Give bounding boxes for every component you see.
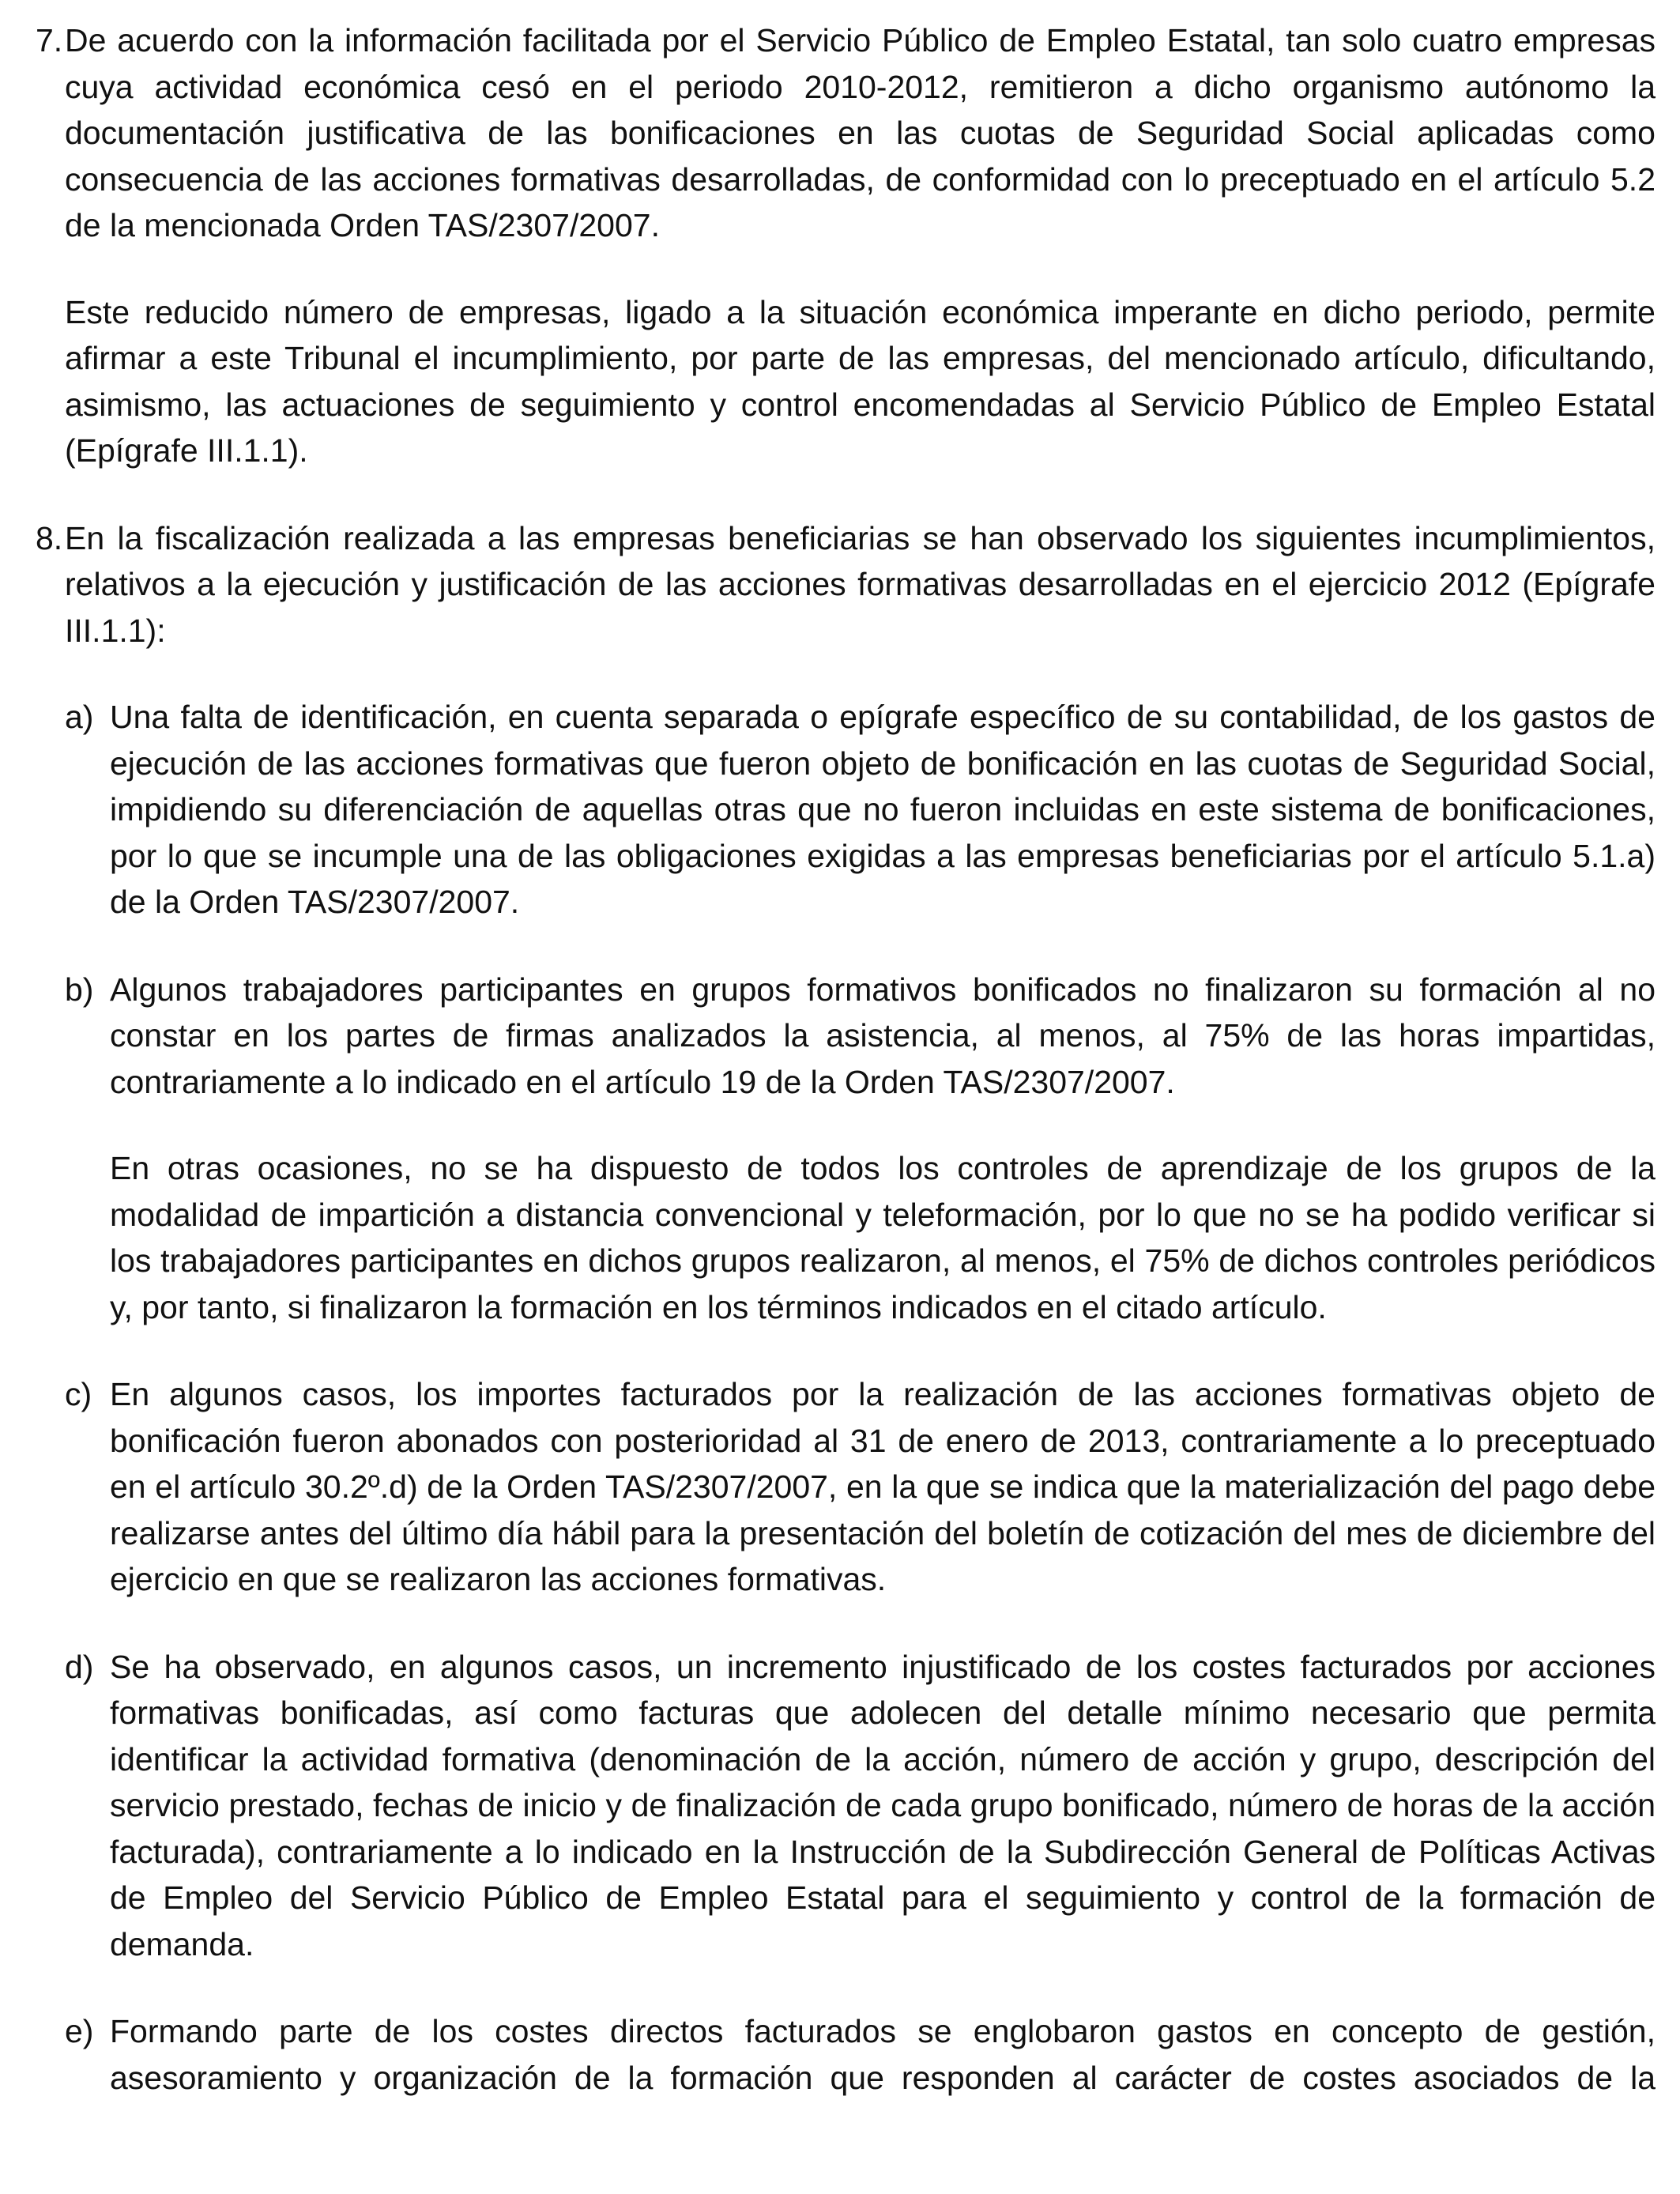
subitem-body [110, 694, 1656, 925]
paragraph: En otras ocasiones, no se ha dispuesto de todos los controles de aprendizaje de los grupos de la modalidad de impartición a distancia convencional y teleformación, por lo que no se ha podido verificar si los trabajadores participantes en dichos grupos realizaron, al menos, el 75% de dichos controles periódicos y, por tanto, si finalizaron la formación en los términos indicados en el citado artículo. [110, 1150, 1656, 1325]
subitem-body [110, 1644, 1656, 1968]
paragraph-intro: En la fiscalización realizada a las empresas beneficiarias se han observado los siguientes incumplimientos, relativos a la ejecución y justificación de las acciones formativas desarrolladas en el ejercicio 2012 (Epígrafe III.1.1): [65, 519, 1656, 649]
paragraph: Una falta de identificación, en cuenta separada o epígrafe específico de su contabilidad, de los gastos de ejecución de las acciones formativas que fueron objeto de bonificación en las cuotas de Seguridad Social, impidiendo su diferenciación de aquellas otras que no fueron incluidas en este sistema de bonificaciones, por lo que se incumple una de las obligaciones exigidas a las empresas beneficiarias por el artículo 5.1.a) de la Orden TAS/2307/2007. [110, 699, 1656, 920]
subitem-body [110, 967, 1656, 1331]
subitem-e [65, 2008, 1656, 2101]
subitem-letter: a) [65, 699, 94, 735]
subitem-d [65, 1644, 1656, 1968]
subitem-b [65, 967, 1656, 1331]
subitem-letter: c) [65, 1376, 92, 1412]
subitem-body [110, 1371, 1656, 1603]
item-body [65, 17, 1656, 474]
subitem-a [65, 694, 1656, 925]
item-number: 8. [36, 519, 63, 556]
item-number: 7. [36, 22, 63, 58]
paragraph: De acuerdo con la información facilitada por el Servicio Público de Empleo Estatal, tan solo cuatro empresas cuya actividad económica cesó en el periodo 2010-2012, remitieron a dicho organismo autónomo la documentación justificativa de las bonificaciones en las cuotas de Seguridad Social aplicadas como consecuencia de las acciones formativas desarrolladas, de conformidad con lo preceptuado en el artículo 5.2 de la mencionada Orden TAS/2307/2007. [65, 22, 1656, 243]
paragraph: Este reducido número de empresas, ligado a la situación económica imperante en dicho periodo, permite afirmar a este Tribunal el incumplimiento, por parte de las empresas, del mencionado artículo, dificultando, asimismo, las actuaciones de seguimiento y control encomendadas al Servicio Público de Empleo Estatal (Epígrafe III.1.1). [65, 293, 1656, 469]
subitem-letter: b) [65, 971, 94, 1008]
document-page [36, 17, 1656, 2142]
subitem-letter: e) [65, 2013, 94, 2049]
paragraph: Algunos trabajadores participantes en grupos formativos bonificados no finalizaron su formación al no constar en los partes de firmas analizados la asistencia, al menos, al 75% de las horas impartidas, contrariamente a lo indicado en el artículo 19 de la Orden TAS/2307/2007. [110, 971, 1656, 1100]
subitem-letter: d) [65, 1648, 94, 1685]
subitem-c [65, 1371, 1656, 1603]
paragraph: En algunos casos, los importes facturados por la realización de las acciones formativas objeto de bonificación fueron abonados con posterioridad al 31 de enero de 2013, contrariamente a lo preceptuado en el artículo 30.2º.d) de la Orden TAS/2307/2007, en la que se indica que la materialización del pago debe realizarse antes del último día hábil para la presentación del boletín de cotización del mes de diciembre del ejercicio en que se realizaron las acciones formativas. [110, 1376, 1656, 1597]
numbered-item-7 [36, 17, 1656, 474]
paragraph: Se ha observado, en algunos casos, un incremento injustificado de los costes facturados por acciones formativas bonificadas, así como facturas que adolecen del detalle mínimo necesario que permita identificar la actividad formativa (denominación de la acción, número de acción y grupo, descripción del servicio prestado, fechas de inicio y de finalización de cada grupo bonificado, número de horas de la acción facturada), contrariamente a lo indicado en la Instrucción de la Subdirección General de Políticas Activas de Empleo del Servicio Público de Empleo Estatal para el seguimiento y control de la formación de demanda. [110, 1648, 1656, 1962]
paragraph-continues: Formando parte de los costes directos facturados se englobaron gastos en concepto de gestión, asesoramiento y organización de la formación que responden al carácter de costes asociados de la [110, 2013, 1656, 2096]
subitem-body [110, 2008, 1656, 2101]
item-body [65, 515, 1656, 2102]
numbered-item-8 [36, 515, 1656, 2102]
